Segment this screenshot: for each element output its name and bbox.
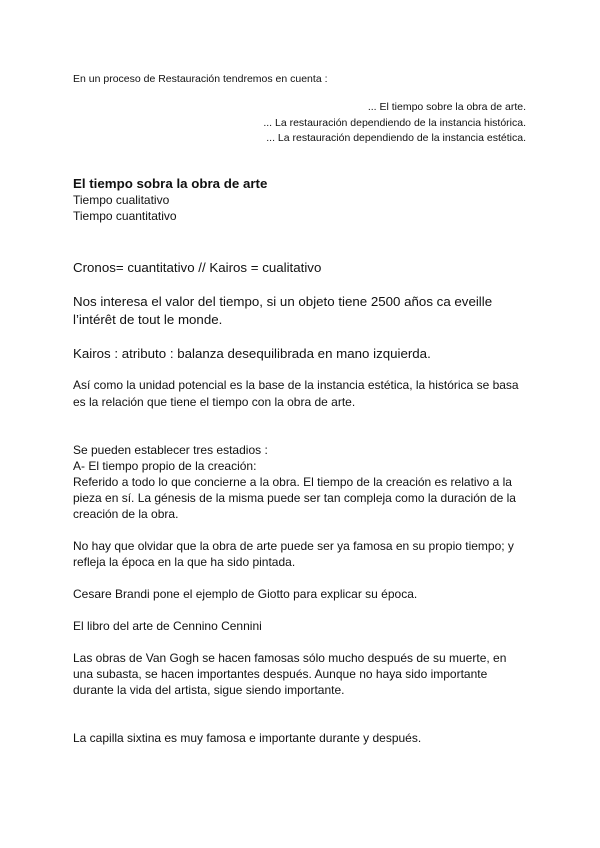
unidad-line-2: es la relación que tiene el tiempo con la obra de arte. xyxy=(73,395,356,409)
estadios-line-2: A- El tiempo propio de la creación: xyxy=(73,459,257,473)
kairos-line: Kairos : atributo : balanza desequilibrada en mano izquierda. xyxy=(73,346,431,361)
estadios-line-3: Referido a todo lo que concierne a la obra. El tiempo de la creación es relativo a la xyxy=(73,475,512,489)
olvidar-line-2: refleja la época en la que ha sido pintada. xyxy=(73,555,296,569)
estadios-line-5: creación de la obra. xyxy=(73,507,179,521)
estadios-line-4: pieza en sí. La génesis de la misma puede ser tan compleja como la duración de la xyxy=(73,491,516,505)
libro-line: El libro del arte de Cennino Cennini xyxy=(73,619,262,633)
vangogh-line-1: Las obras de Van Gogh se hacen famosas sólo mucho después de su muerte, en xyxy=(73,651,507,665)
brandi-line: Cesare Brandi pone el ejemplo de Giotto para explicar su época. xyxy=(73,587,418,601)
unidad-line-1: Así como la unidad potencial es la base de la instancia estética, la histórica se basa xyxy=(73,378,519,392)
section-item-2: Tiempo cuantitativo xyxy=(73,209,177,223)
interes-line-1: Nos interesa el valor del tiempo, si un objeto tiene 2500 años ca eveille xyxy=(73,294,493,309)
vangogh-line-2: una subasta, se hacen importantes después. Aunque no haya sido importante xyxy=(73,667,488,681)
sixtina-line: La capilla sixtina es muy famosa e importante durante y después. xyxy=(73,731,422,745)
consideration-3: ... La restauración dependiendo de la instancia estética. xyxy=(266,132,526,144)
consideration-1: ... El tiempo sobre la obra de arte. xyxy=(367,101,526,113)
section-heading: El tiempo sobra la obra de arte xyxy=(73,176,268,191)
consideration-2: ... La restauración dependiendo de la instancia histórica. xyxy=(263,117,526,129)
olvidar-line-1: No hay que olvidar que la obra de arte puede ser ya famosa en su propio tiempo; y xyxy=(73,539,514,553)
cronos-line: Cronos= cuantitativo // Kairos = cualitativo xyxy=(73,260,322,275)
estadios-line-1: Se pueden establecer tres estadios : xyxy=(73,443,268,457)
interes-line-2: l’intérêt de tout le monde. xyxy=(73,312,223,327)
intro-line: En un proceso de Restauración tendremos en cuenta : xyxy=(73,73,328,85)
section-item-1: Tiempo cualitativo xyxy=(73,193,170,207)
vangogh-line-3: durante la vida del artista, sigue siendo importante. xyxy=(73,683,345,697)
